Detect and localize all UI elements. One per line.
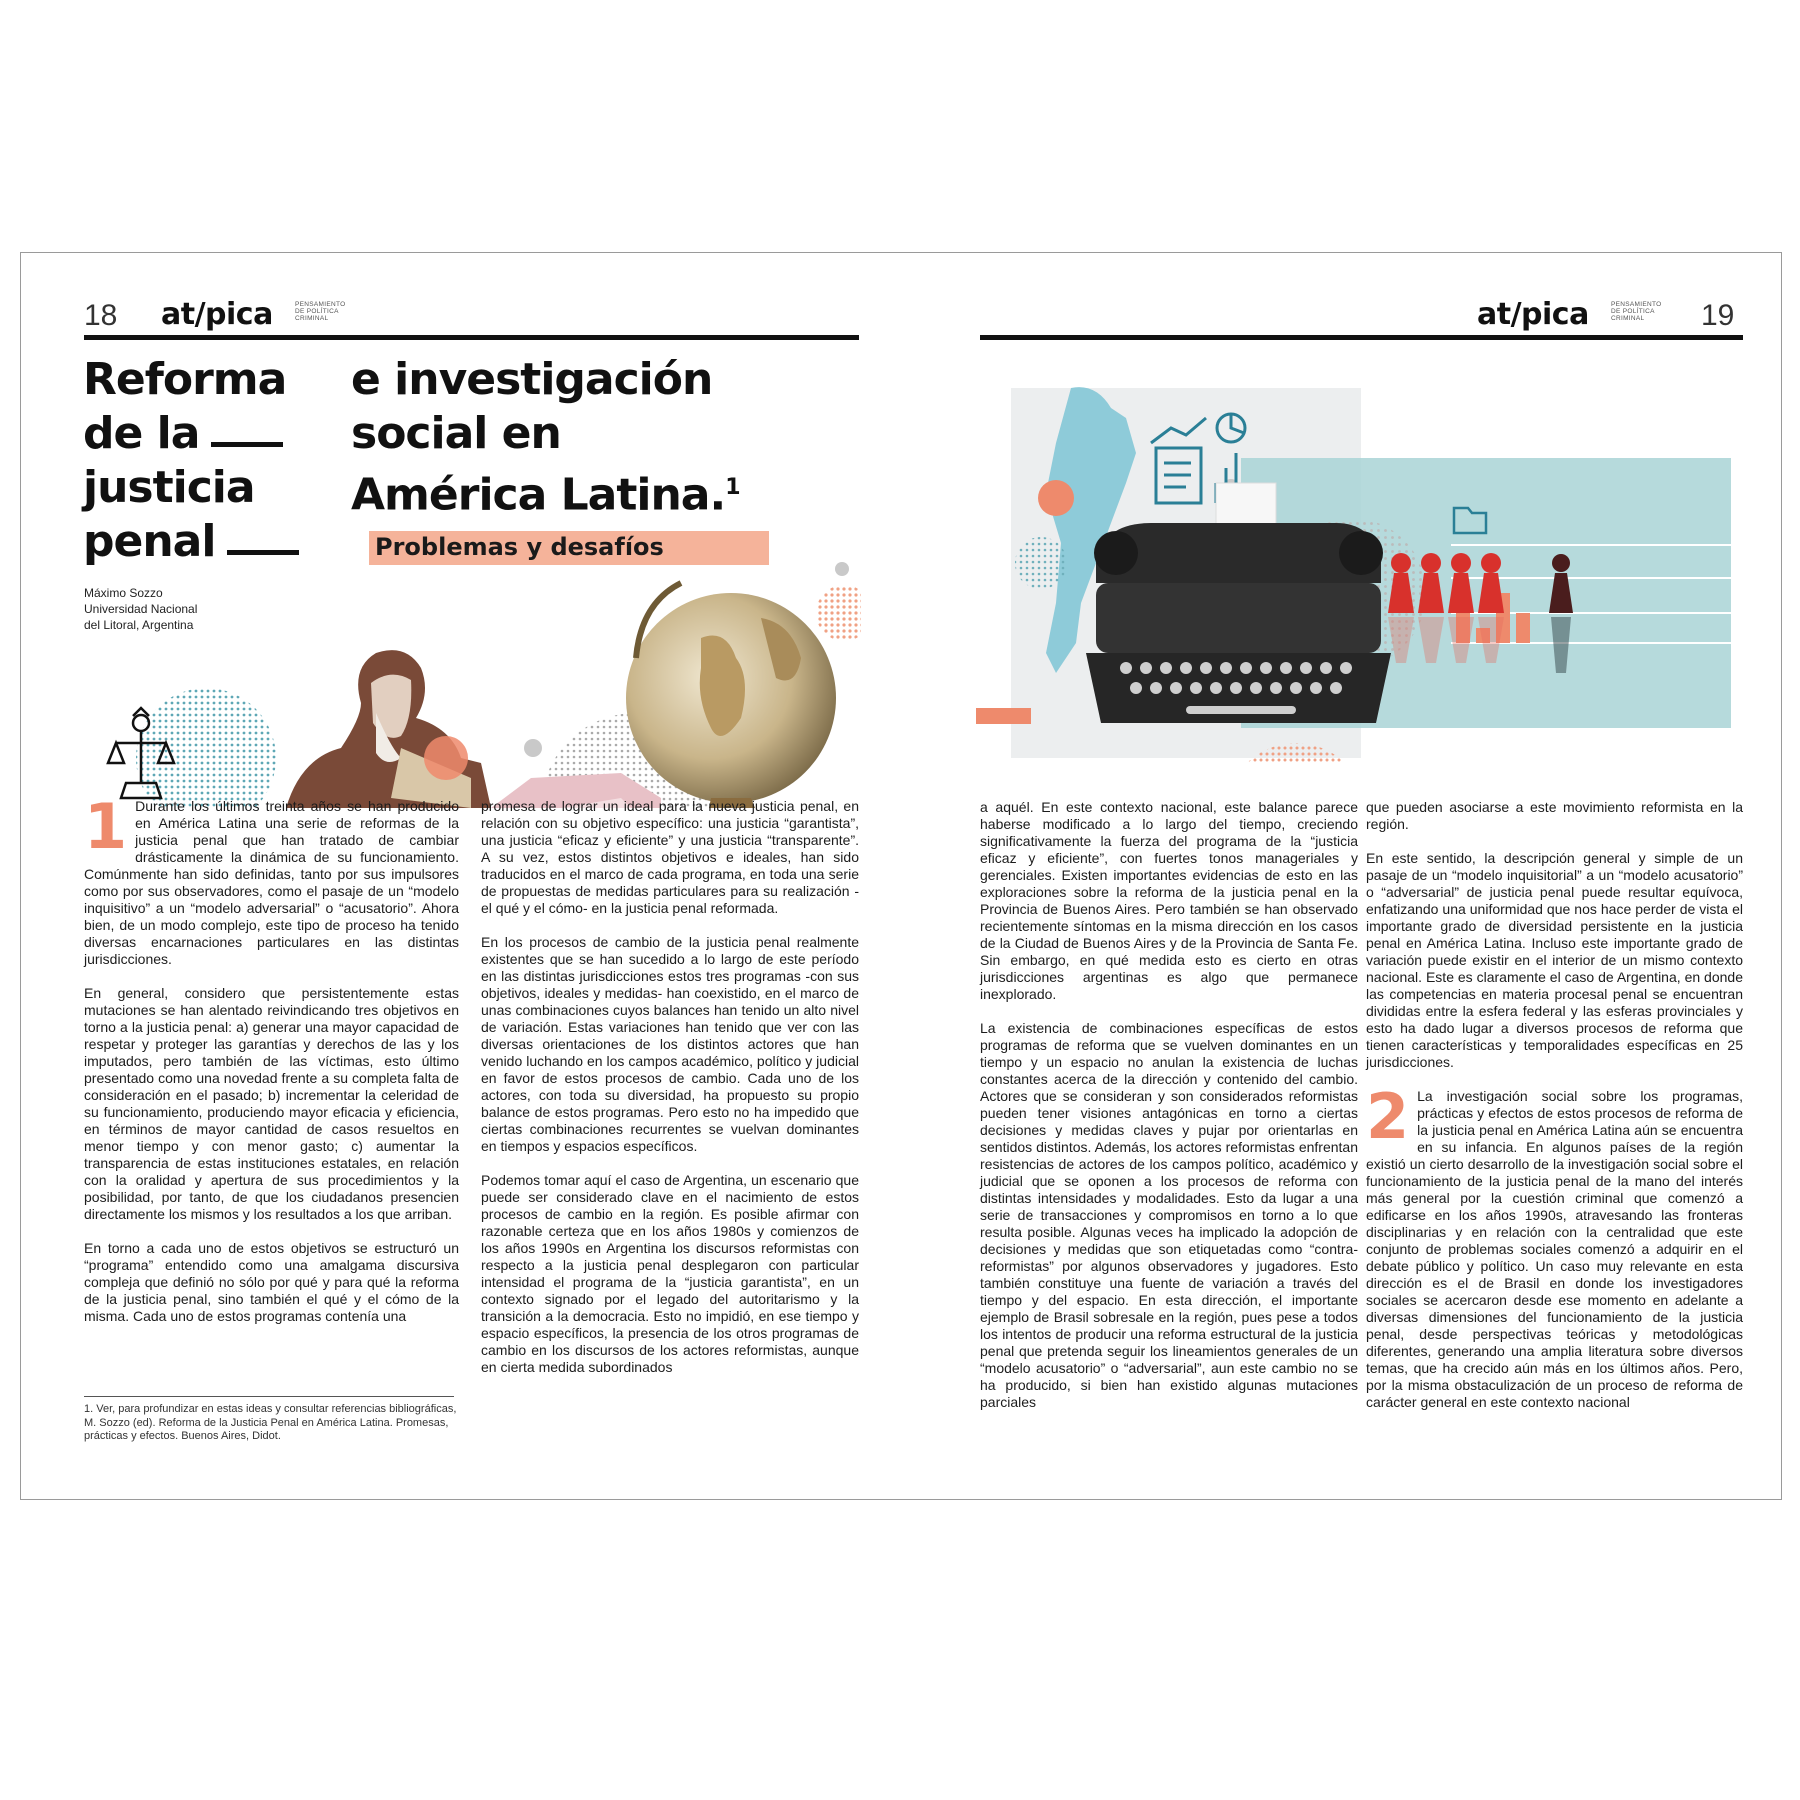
header-rule xyxy=(980,335,1743,340)
dotted-circle-teal xyxy=(1015,537,1067,589)
scholar-photo xyxy=(286,650,491,808)
page-number: 18 xyxy=(84,299,118,332)
article-title-part-a: Reforma de la justicia penal xyxy=(83,353,299,569)
footnote: 1. Ver, para profundizar en estas ideas y consultar referencias bibliográficas, M. Sozzo (ed). Reforma de la Justicia Penal en América Latina. Promesas, prácticas y efectos. Buenos Aires, Didot. xyxy=(84,1403,457,1442)
magazine-spread xyxy=(20,252,1782,1500)
peach-dot xyxy=(1038,480,1074,516)
accent-block xyxy=(976,708,1031,724)
footnote-rule xyxy=(84,1396,454,1397)
collage-illustration-right xyxy=(976,373,1756,763)
right-page xyxy=(901,253,1781,1499)
author-byline: Máximo Sozzo Universidad Nacional del Litoral, Argentina xyxy=(84,586,198,632)
collage-illustration-left xyxy=(61,418,861,808)
body-column-1: 1 Durante los últimos treinta años se han producido en América Latina una serie de reformas de la justicia penal que han tratado de cambiar drásticamente la dinámica de su funcionamiento. Comúnmente han sido definidas, tanto por sus impulsores como por sus observadores, como el pasaje de un “modelo inquisitivo” a un “modelo adversarial” o “acusatorio”. Ahora bien, de un modo complejo, este tipo de proceso ha tenido diversas encarnaciones particulares en las distintas jurisdicciones. En general, considero que persistentemente estas mutaciones se han alentado reivindicando tres objetivos en torno a la justicia penal: a) generar una mayor capacidad de respetar y proteger las garantías y derechos de las y los imputados, pero también de las víctimas, esto último presentado como una novedad frente a su completa falta de consideración en el pasado; b) incrementar la celeridad de su funcionamiento, produciendo mayor eficacia y eficiencia, en términos de mayor cantidad de casos resueltos en menor tiempo y con menor gasto; c) aumentar la transparencia de estas instituciones estatales, en relación con la oralidad y apertura de sus procedimientos y la posibilidad, por tanto, de que los ciudadanos presencien directamente los mismos y los resultados a los que arriban. En torno a cada uno de estos objetivos se estructuró un “programa” entendido como una amalgama discursiva compleja que definió no sólo por qué y para qué la reforma de la justicia penal, sino también el qué y el cómo de la misma. Cada uno de estos programas contenía una xyxy=(84,790,459,1324)
page-number: 19 xyxy=(1701,299,1735,332)
header-rule xyxy=(84,335,859,340)
dotted-circle-teal xyxy=(136,688,276,808)
drop-cap: 2 xyxy=(1366,1080,1410,1153)
gray-dot xyxy=(524,739,542,757)
article-title-part-b: e investigación social en América Latina.$^1$ xyxy=(351,354,740,521)
gray-dot xyxy=(835,562,849,576)
logo: at/pica xyxy=(1477,297,1589,332)
drop-cap: 1 xyxy=(84,790,128,863)
body-column-3: a aquél. En este contexto nacional, este balance parece haberse modificado a lo largo del tiempo, creciendo significativamente la fuerza del programa de la “justicia eficaz y eficiente”, con fuertes tonos manageriales y gerenciales. Existen importantes evidencias de esto en las exploraciones sobre la reforma de la justicia penal en la Provincia de Buenos Aires. Pero también se han observado recientemente síntomas en la misma dirección en los casos de la Ciudad de Buenos Aires y de la Provincia de Santa Fe. Sin embargo, en qué medida esto es cierto en otras jurisdicciones argentinas es algo que permanece inexplorado. La existencia de combinaciones específicas de estos programas de reforma que se vuelven dominantes en un tiempo y un espacio no anulan la existencia de luchas constantes acerca de la dirección y contenido del cambio. Actores que se consideran y son considerados reformistas pueden tener visiones antagónicas en torno a ciertas decisiones y medidas claves y pujar por orientarlas en sentidos distintos. Además, los actores reformistas enfrentan resistencias de actores de los campos político, académico y judicial que se oponen a los procesos de reforma con distintas intensidades y modalidades. Esto da lugar a una serie de transacciones y compromisos en torno a lo que resulta posible. Algunas veces ha implicado la adopción de decisiones y medidas que son etiquetadas como “contra-reformistas” por algunos observadores y jugadores. Esto también constituye una fuente de variación a través del tiempo y del espacio. En esta dirección, el importante ejemplo de Brasil sobresale en la región, pues pese a todos los intentos de producir una reforma estructural de la justicia penal que pretenda seguir los lineamientos generales de un “modelo acusatorio” o “adversarial”, aun este cambio no se ha producido, si bien han existido algunas mutaciones parciales xyxy=(980,799,1358,1410)
article-subtitle: Problemas y desafíos xyxy=(375,533,664,561)
dotted-circle-peach xyxy=(816,585,861,641)
logo-tagline: PENSAMIENTO DE POLÍTICA CRIMINAL xyxy=(295,301,346,322)
logo-tagline: PENSAMIENTO DE POLÍTICA CRIMINAL xyxy=(1611,301,1662,322)
left-page xyxy=(21,253,901,1499)
body-column-2: promesa de lograr un ideal para la nueva justicia penal, en relación con su objetivo específico: una justicia “garantista”, una justicia “eficaz y eficiente” y una justicia “transparente”. A su vez, estos distintos objetivos e ideales, han sido traducidos en el marco de cada programa, en toda una serie de propuestas de medidas particulares para su realización -el qué y el cómo- en la justicia penal reformada. En los procesos de cambio de la justicia penal realmente existentes que se han sucedido a lo largo de este período en las distintas jurisdicciones estos tres programas -con sus objetivos, ideales y medidas- han coexistido, en el marco de unas combinaciones cuyos balances han tenido un alto nivel de variación. Estas variaciones han tenido que ver con las diversas orientaciones de los distintos actores que han venido luchando en los campos académico, político y judicial en favor de estos procesos de cambio. Cada uno de los actores, con toda su diversidad, ha propuesto su propio balance de estos programas. Pero esto no ha impedido que ciertas combinaciones recurrentes se vuelvan dominantes en tiempos y espacios específicos. Podemos tomar aquí el caso de Argentina, un escenario que puede ser considerado clave en el nacimiento de estos procesos de cambio en la región. Es posible afirmar con razonable certeza que en los años 1980s y comienzos de los años 1990s en Argentina los discursos reformistas con respecto a la justicia penal desplegaron con particular intensidad el programa de la “justicia garantista”, en un contexto signado por el legado del autoritarismo y la transición a la democracia. Esto no impidió, en ese tiempo y espacio específicos, la presencia de los otros programas de cambio en los discursos de los actores reformistas, aunque en cierta medida subordinados xyxy=(481,798,859,1375)
logo: at/pica xyxy=(161,297,273,332)
body-column-4: que pueden asociarse a este movimiento reformista en la región. En este sentido, la descripción general y simple de un pasaje de un “modelo inquisitorial” a un “modelo acusatorio” o “adversarial” de justicia penal puede resultar equívoca, enfatizando una uniformidad que nos hace perder de vista el importante grado de diversidad persistente en la justicia penal en América Latina. Incluso este importante grado de variación puede existir en el interior de un mismo contexto nacional. Este es claramente el caso de Argentina, en donde las competencias en materia procesal penal se encuentran divididas entre la esfera federal y las esferas provinciales y esto ha dado lugar a diversos procesos de reforma que tienen características y temporalidades específicas en 25 jurisdicciones. 2 La investigación social sobre los programas, prácticas y efectos de estos procesos de reforma de la justicia penal en América Latina aún se encuentra en su infancia. En algunos países de la región existió un cierto desarrollo de la investigación social sobre el funcionamiento de la justicia penal de la mano del interés más general por la cuestión criminal que comenzó a edificarse en los años 1990s, atravesando las fronteras disciplinarias y en relación con la centralidad que este conjunto de problemas sociales comenzó a adquirir en el debate público y político. Un caso muy relevante en esta dirección es el de Brasil en donde los investigadores sociales se acercaron desde ese momento en adelante a diversas dimensiones del funcionamiento de la justicia penal, desde perspectivas teóricas y metodológicas diferentes, generando una amplia literatura sobre diversos temas, que ha crecido aún más en los últimos años. Pero, por la misma obstaculización de un proceso de reforma de carácter general en este contexto nacional xyxy=(1366,799,1743,1410)
